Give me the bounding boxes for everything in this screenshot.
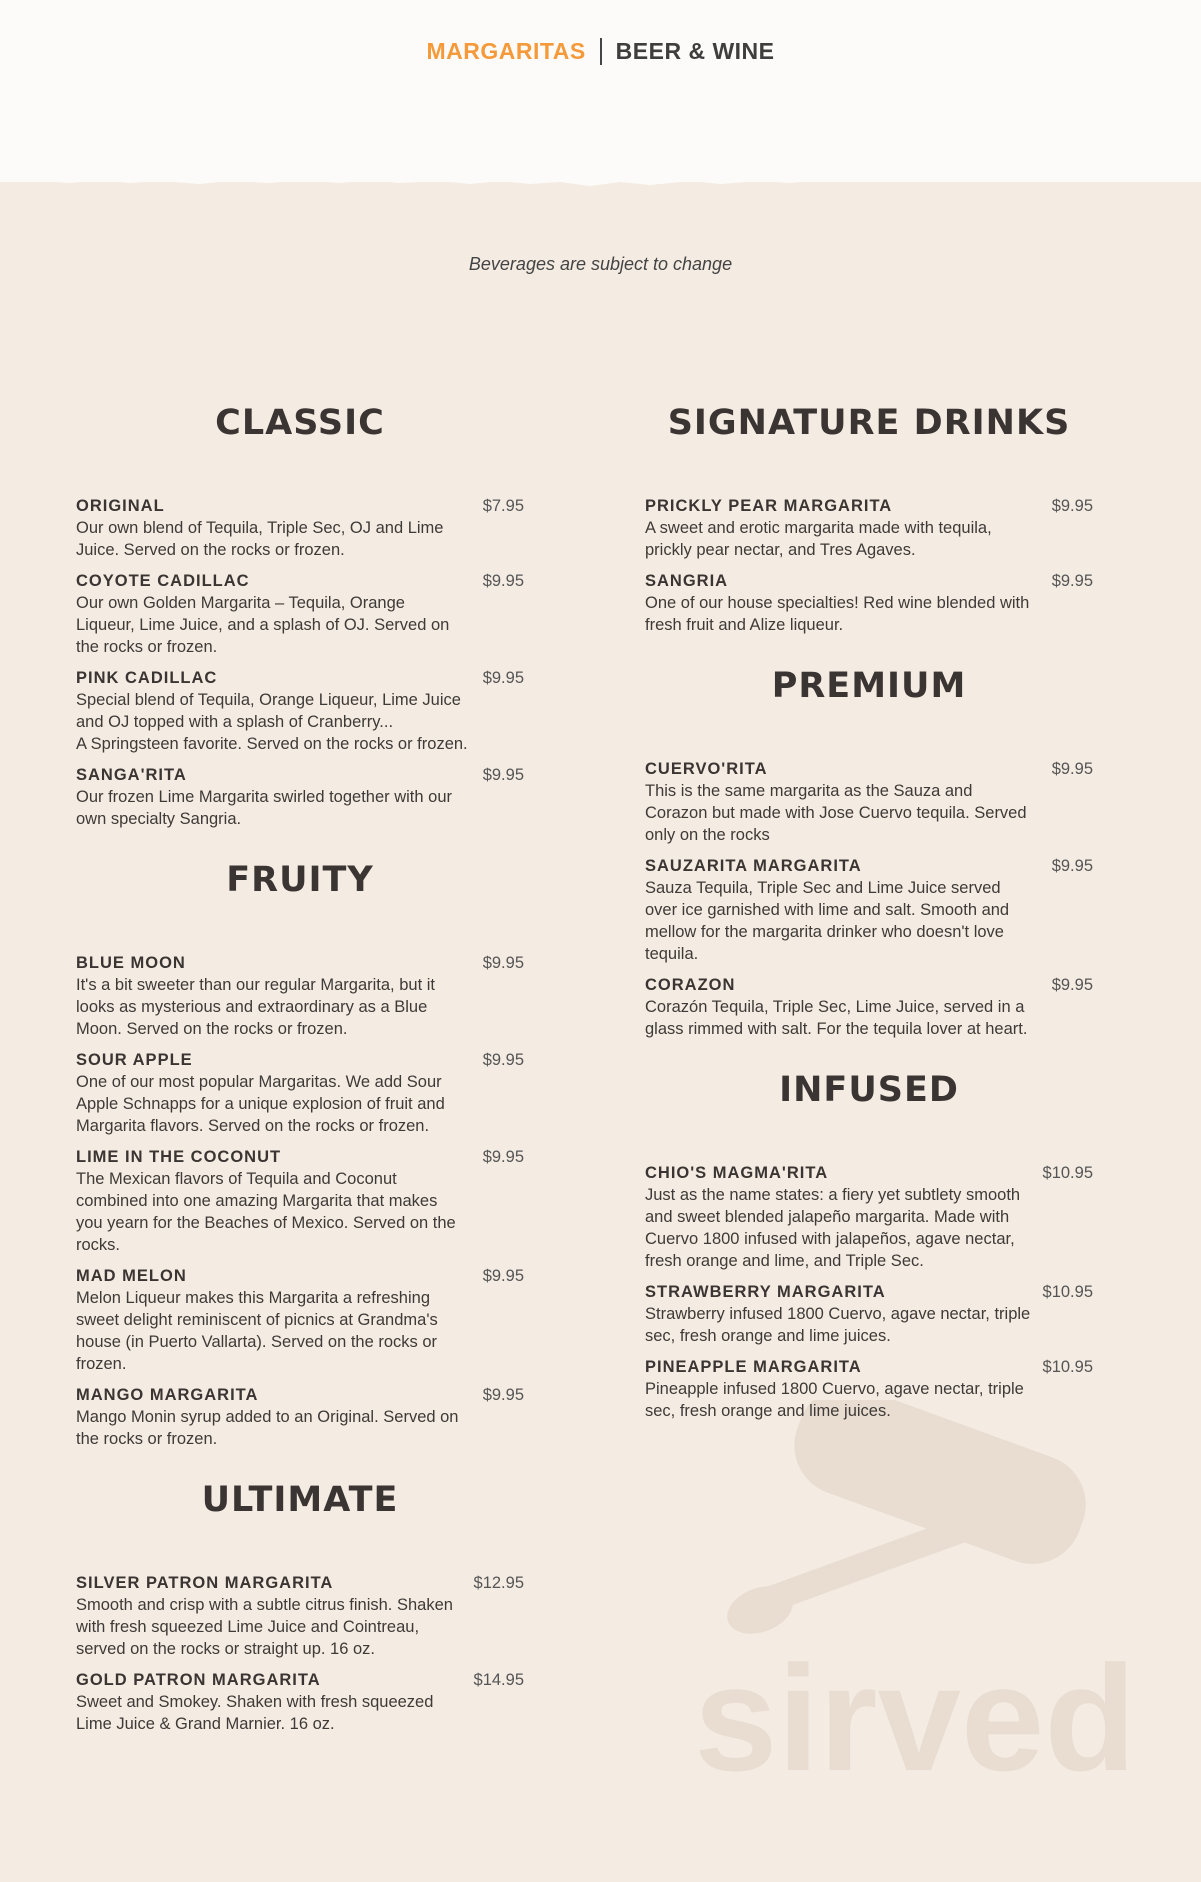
item-description: This is the same margarita as the Sauza and Corazon but made with Jose Cuervo tequila. Served only on the rocks xyxy=(645,782,1027,844)
item-name: SAUZARITA MARGARITA xyxy=(645,857,862,875)
menu-item xyxy=(645,855,1093,965)
item-price: $9.95 xyxy=(482,766,524,784)
item-price: $10.95 xyxy=(1042,1358,1093,1376)
menu-item xyxy=(76,570,524,658)
section-heading: PREMIUM xyxy=(771,666,967,706)
menu-section xyxy=(76,1472,524,1735)
menu-item xyxy=(645,758,1093,846)
menu-section xyxy=(76,395,524,830)
item-description: Our own Golden Margarita – Tequila, Orange Liqueur, Lime Juice, and a splash of OJ. Served on the rocks or frozen. xyxy=(76,594,450,656)
menu-item xyxy=(76,1572,524,1660)
item-price: $10.95 xyxy=(1042,1283,1093,1301)
item-name: PRICKLY PEAR MARGARITA xyxy=(645,497,893,515)
menu-item xyxy=(76,1049,524,1137)
watermark-text: sirved xyxy=(694,1634,1136,1800)
item-name: CORAZON xyxy=(645,976,736,994)
item-description: A sweet and erotic margarita made with tequila, prickly pear nectar, and Tres Agaves. xyxy=(645,519,992,559)
item-price: $14.95 xyxy=(473,1671,524,1689)
item-price: $9.95 xyxy=(482,1267,524,1285)
menu-section xyxy=(645,395,1093,636)
item-price: $7.95 xyxy=(482,497,524,515)
item-description: Our own blend of Tequila, Triple Sec, OJ and Lime Juice. Served on the rocks or frozen. xyxy=(76,519,444,559)
item-price: $9.95 xyxy=(1051,857,1093,875)
menu-item xyxy=(76,1265,524,1375)
menu-nav xyxy=(0,38,1201,65)
item-description: Pineapple infused 1800 Cuervo, agave nectar, triple sec, fresh orange and lime juices. xyxy=(645,1380,1024,1420)
item-description: Smooth and crisp with a subtle citrus finish. Shaken with fresh squeezed Lime Juice and Cointreau, served on the rocks or straight up. 16 oz. xyxy=(76,1596,453,1658)
item-description: Just as the name states: a fiery yet subtlety smooth and sweet blended jalapeño margarita. Made with Cuervo 1800 infused with jalapeños, agave nectar, fresh orange and lime, and Triple Sec. xyxy=(645,1186,1021,1270)
section-heading: SIGNATURE DRINKS xyxy=(667,403,1071,443)
item-price: $9.95 xyxy=(482,669,524,687)
item-description: Mango Monin syrup added to an Original. Served on the rocks or frozen. xyxy=(76,1408,459,1448)
item-description: Sauza Tequila, Triple Sec and Lime Juice served over ice garnished with lime and salt. Smooth and mellow for the margarita drinker who doesn't love tequila. xyxy=(645,879,1010,963)
item-price: $10.95 xyxy=(1042,1164,1093,1182)
item-name: SILVER PATRON MARGARITA xyxy=(76,1574,334,1592)
item-price: $9.95 xyxy=(482,572,524,590)
item-description: One of our most popular Margaritas. We add Sour Apple Schnapps for a unique explosion of fruit and Margarita flavors. Served on the rocks or frozen. xyxy=(76,1073,445,1135)
menu-item xyxy=(645,974,1093,1040)
item-price: $12.95 xyxy=(473,1574,524,1592)
menu-item xyxy=(76,667,524,755)
item-description: The Mexican flavors of Tequila and Coconut combined into one amazing Margarita that makes you yearn for the Beaches of Mexico. Served on the rocks. xyxy=(76,1170,456,1254)
menu-section xyxy=(76,852,524,1450)
item-price: $9.95 xyxy=(482,1051,524,1069)
item-name: ORIGINAL xyxy=(76,497,165,515)
item-name: SANGRIA xyxy=(645,572,729,590)
item-price: $9.95 xyxy=(482,954,524,972)
section-heading: INFUSED xyxy=(779,1070,959,1110)
nav-divider xyxy=(600,38,602,65)
item-description: It's a bit sweeter than our regular Margarita, but it looks as mysterious and extraordinary as a Blue Moon. Served on the rocks or frozen. xyxy=(76,976,435,1038)
item-name: MANGO MARGARITA xyxy=(76,1386,259,1404)
item-description: Sweet and Smokey. Shaken with fresh squeezed Lime Juice & Grand Marnier. 16 oz. xyxy=(76,1693,434,1733)
item-description: Strawberry infused 1800 Cuervo, agave nectar, triple sec, fresh orange and lime juices. xyxy=(645,1305,1031,1345)
right-column xyxy=(645,395,1093,1431)
nav-beer-wine[interactable]: BEER & WINE xyxy=(615,38,775,64)
item-price: $9.95 xyxy=(482,1386,524,1404)
item-name: CUERVO'RITA xyxy=(645,760,768,778)
menu-item xyxy=(645,495,1093,561)
beverages-note: Beverages are subject to change xyxy=(468,254,733,274)
torn-edge-divider xyxy=(0,172,1201,194)
item-price: $9.95 xyxy=(482,1148,524,1166)
left-column xyxy=(76,395,524,1744)
menu-item xyxy=(76,1146,524,1256)
item-name: GOLD PATRON MARGARITA xyxy=(76,1671,321,1689)
item-price: $9.95 xyxy=(1051,497,1093,515)
nav-margaritas[interactable]: MARGARITAS xyxy=(426,38,586,64)
item-description: Our frozen Lime Margarita swirled together with our own specialty Sangria. xyxy=(76,788,452,828)
menu-item xyxy=(645,1281,1093,1347)
item-name: CHIO'S MAGMA'RITA xyxy=(645,1164,829,1182)
menu-item xyxy=(76,764,524,830)
menu-section xyxy=(645,1062,1093,1422)
menu-item xyxy=(76,1384,524,1450)
item-name: MAD MELON xyxy=(76,1267,187,1285)
section-heading: CLASSIC xyxy=(215,403,385,443)
menu-item xyxy=(76,952,524,1040)
menu-item xyxy=(76,1669,524,1735)
item-price: $9.95 xyxy=(1051,976,1093,994)
item-name: STRAWBERRY MARGARITA xyxy=(645,1283,886,1301)
item-name: PINEAPPLE MARGARITA xyxy=(645,1358,862,1376)
item-name: SANGA'RITA xyxy=(76,766,187,784)
menu-item xyxy=(76,495,524,561)
item-description: Corazón Tequila, Triple Sec, Lime Juice, served in a glass rimmed with salt. For the tequila lover at heart. xyxy=(645,998,1028,1038)
item-name: COYOTE CADILLAC xyxy=(76,572,250,590)
item-price: $9.95 xyxy=(1051,572,1093,590)
item-price: $9.95 xyxy=(1051,760,1093,778)
item-name: LIME IN THE COCONUT xyxy=(76,1148,282,1166)
section-heading: FRUITY xyxy=(226,860,374,900)
menu-item xyxy=(645,1356,1093,1422)
item-name: BLUE MOON xyxy=(76,954,186,972)
item-description: Melon Liqueur makes this Margarita a refreshing sweet delight reminiscent of picnics at Grandma's house (in Puerto Vallarta). Served on the rocks or frozen. xyxy=(76,1289,438,1373)
item-name: PINK CADILLAC xyxy=(76,669,218,687)
header-area xyxy=(0,0,1201,182)
menu-item xyxy=(645,570,1093,636)
knife-spoon-icon xyxy=(721,1400,1100,1642)
item-description: Special blend of Tequila, Orange Liqueur, Lime Juice and OJ topped with a splash of Cranberry... A Springsteen favorite. Served on the rocks or frozen. xyxy=(76,691,468,753)
menu-item xyxy=(645,1162,1093,1272)
section-heading: ULTIMATE xyxy=(201,1480,399,1520)
menu-section xyxy=(645,658,1093,1040)
sirved-watermark xyxy=(680,1400,1150,1800)
item-name: SOUR APPLE xyxy=(76,1051,193,1069)
item-description: One of our house specialties! Red wine blended with fresh fruit and Alize liqueur. xyxy=(645,594,1030,634)
